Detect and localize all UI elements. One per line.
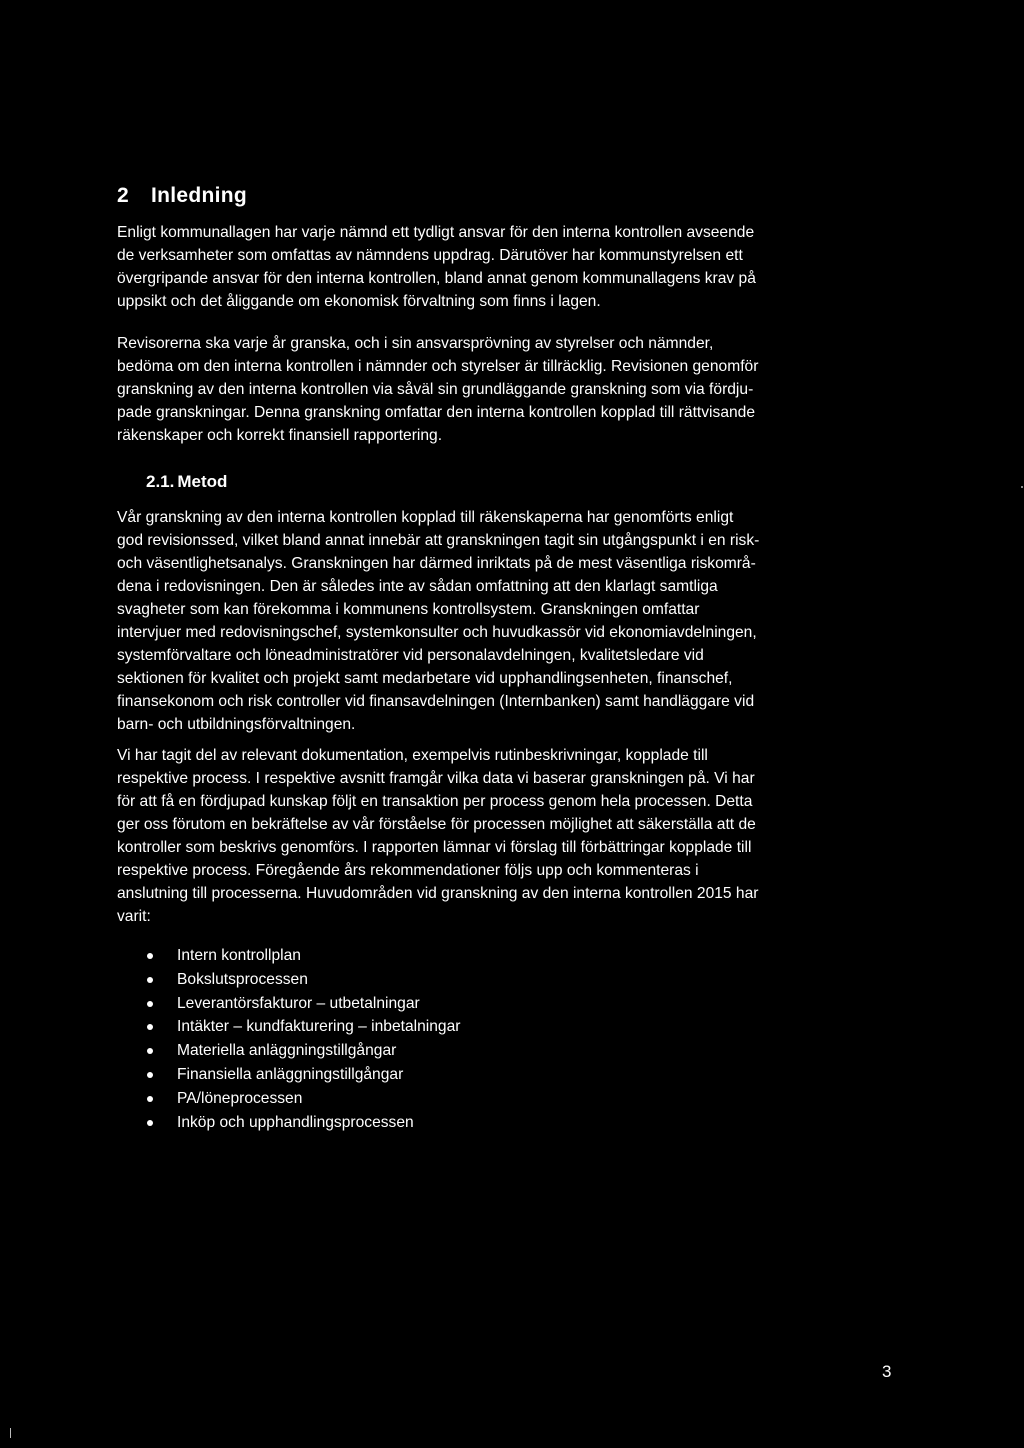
bullet-icon — [147, 1048, 153, 1054]
list-item-label: Inköp och upphandlingsprocessen — [177, 1113, 414, 1131]
section-heading — [117, 184, 247, 208]
list-item — [146, 1087, 460, 1111]
section-title: Inledning — [151, 184, 248, 207]
bullet-icon — [147, 1120, 153, 1126]
list-item — [146, 1111, 460, 1135]
bullet-icon — [147, 1024, 153, 1030]
text-line: respektive process. I respektive avsnitt framgår vilka data vi baserar granskningen på. Vi har — [117, 770, 755, 787]
text-line: barn- och utbildningsförvaltningen. — [117, 716, 356, 733]
subsection-title: Metod — [177, 472, 228, 491]
documentation-paragraph — [117, 744, 907, 928]
list-item — [146, 1015, 460, 1039]
text-line: övergripande ansvar för den interna kontrollen, bland annat genom kommunallagens krav på — [117, 270, 756, 287]
scan-speck — [1021, 486, 1023, 488]
text-line: god revisionssed, vilket bland annat innebär att granskningen tagit sin utgångspunkt i en risk- — [117, 532, 760, 549]
text-line: ger oss förutom en bekräftelse av vår förståelse för processen möjlighet att säkerställa att de — [117, 816, 756, 833]
text-line: för att få en fördjupad kunskap följt en transaktion per process genom hela processen. Detta — [117, 793, 753, 810]
text-line: systemförvaltare och löneadministratörer vid personalavdelningen, kvalitetsledare vid — [117, 647, 704, 664]
list-item — [146, 1063, 460, 1087]
text-line: räkenskaper och korrekt finansiell rapportering. — [117, 427, 443, 444]
text-line: dena i redovisningen. Den är således inte av sådan omfattning att den klarlagt samtliga — [117, 578, 718, 595]
text-line: bedöma om den interna kontrollen i nämnder och styrelser är tillräcklig. Revisionen genomför — [117, 358, 759, 375]
intro-paragraph — [117, 221, 907, 313]
list-item-label: Intäkter – kundfakturering – inbetalningar — [177, 1018, 461, 1036]
text-line: Vi har tagit del av relevant dokumentation, exempelvis rutinbeskrivningar, kopplade till — [117, 747, 708, 764]
list-item-label: Intern kontrollplan — [177, 947, 301, 964]
text-line: uppsikt och det åliggande om ekonomisk förvaltning som finns i lagen. — [117, 293, 601, 310]
text-line: anslutning till processerna. Huvudområden vid granskning av den interna kontrollen 2015 har — [117, 885, 759, 902]
revision-paragraph — [117, 332, 907, 447]
text-line: pade granskningar. Denna granskning omfattar den interna kontrollen kopplad till rättvisande — [117, 404, 756, 421]
list-item — [146, 968, 460, 992]
text-line: Enligt kommunallagen har varje nämnd ett tydligt ansvar för den interna kontrollen avseende — [117, 224, 755, 241]
text-line: intervjuer med redovisningschef, systemkonsulter och huvudkassör vid ekonomiavdelningen, — [117, 624, 757, 641]
text-line: kontroller som beskrivs genomförs. I rapporten lämnar vi förslag till förbättringar kopplade till — [117, 839, 752, 856]
scan-speck — [10, 1428, 11, 1438]
text-line: Revisorerna ska varje år granska, och i sin ansvarsprövning av styrelser och nämnder, — [117, 335, 714, 352]
text-line: finansekonom och risk controller vid finansavdelningen (Internbanken) samt handläggare vid — [117, 693, 755, 710]
bullet-icon — [147, 953, 153, 959]
bullet-icon — [147, 977, 153, 983]
subsection-heading — [146, 472, 227, 492]
list-item-label: Bokslutsprocessen — [177, 970, 308, 988]
list-item-label: Materiella anläggningstillgångar — [177, 1042, 397, 1060]
list-item — [146, 1039, 460, 1063]
list-item — [146, 992, 460, 1016]
text-line: Vår granskning av den interna kontrollen kopplad till räkenskaperna har genomförts enligt — [117, 509, 734, 526]
list-item-label: PA/löneprocessen — [177, 1089, 303, 1107]
subsection-number: 2.1. — [146, 472, 175, 491]
section-number: 2 — [117, 184, 129, 207]
method-paragraph — [117, 506, 907, 736]
text-line: svagheter som kan förekomma i kommunens kontrollsystem. Granskningen omfattar — [117, 601, 700, 618]
bullet-icon — [147, 1072, 153, 1078]
list-item — [146, 944, 460, 968]
list-item-label: Finansiella anläggningstillgångar — [177, 1065, 404, 1083]
text-line: granskning av den interna kontrollen via såväl sin grundläggande granskning som via fördju- — [117, 381, 754, 398]
text-line: varit: — [117, 908, 151, 925]
text-line: respektive process. Föregående års rekommendationer följs upp och kommenteras i — [117, 862, 699, 879]
focus-areas-list — [146, 944, 460, 1134]
page-number: 3 — [882, 1362, 892, 1381]
bullet-icon — [147, 1001, 153, 1007]
text-line: de verksamheter som omfattas av nämndens uppdrag. Därutöver har kommunstyrelsen ett — [117, 247, 743, 264]
list-item-label: Leverantörsfakturor – utbetalningar — [177, 994, 420, 1012]
text-line: och väsentlighetsanalys. Granskningen har därmed inriktats på de mest väsentliga riskområ- — [117, 555, 756, 572]
bullet-icon — [147, 1096, 153, 1102]
text-line: sektionen för kvalitet och projekt samt medarbetare vid upphandlingsenheten, finanschef, — [117, 670, 733, 687]
